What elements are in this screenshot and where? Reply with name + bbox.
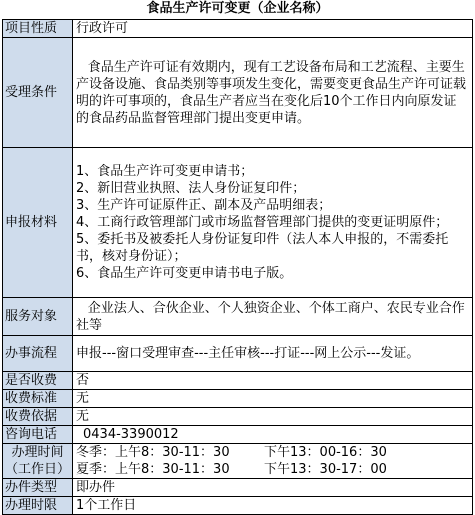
nature-value: 行政许可 [73,20,473,38]
standard-label: 收费标准 [3,390,73,408]
conditions-value [73,38,473,148]
winter-pm: 下午13：00-16：30 [264,445,387,460]
deadline-value: 1个工作日 [73,497,473,515]
table-row [3,20,473,38]
basis-value: 无 [73,408,473,426]
material-item: 4、工商行政管理部门或市场监督管理部门提供的变更证明原件； [76,215,449,230]
table-row [3,479,473,497]
standard-value: 无 [73,390,473,408]
table-row [3,298,473,336]
table-row [3,372,473,390]
hours-label-line1: 办理时间 [11,445,64,460]
phone-label: 咨询电话 [3,426,73,444]
service-info-table [2,19,473,515]
material-item: 3、生产许可证原件正、副本及产品明细表； [76,198,332,213]
process-label: 办事流程 [3,336,73,372]
summer-hours [76,461,469,478]
table-row [3,148,473,298]
type-value: 即办件 [73,479,473,497]
material-item: 1、食品生产许可变更申请书； [76,164,254,179]
material-item: 2、新旧营业执照、法人身份证复印件； [76,181,306,196]
charge-label: 是否收费 [3,372,73,390]
material-item: 5、委托书及被委托人身份证复印件（法人本人申报的，不需委托书，核对身份证）； [76,232,449,264]
page-title: 食品生产许可变更（企业名称） [146,1,329,16]
conditions-text: 食品生产许可证有效期内，现有工艺设备布局和工艺流程、主要生产设备设施、食品类别等事项发生变化，需要变更食品生产许可证载明的许可事项的，食品生产者应当在变化后10个工作日内向原发证的食品药品监督管理部门提出变更申请。 [76,59,467,126]
winter-am: 冬季：上午8：30-11：30 [76,445,230,460]
phone-number: 0434-3390012 [83,427,179,442]
winter-hours [76,444,469,461]
service-label: 服务对象 [3,298,73,336]
table-row [3,497,473,515]
hours-label [3,444,73,479]
table-row [3,390,473,408]
basis-label: 收费依据 [3,408,73,426]
table-row [3,38,473,148]
charge-value: 否 [73,372,473,390]
materials-value [73,148,473,298]
table-row [3,408,473,426]
table-row [3,444,473,479]
service-value [73,298,473,336]
table-row [3,336,473,372]
hours-value [73,444,473,479]
nature-label: 项目性质 [3,20,73,38]
materials-label: 申报材料 [3,148,73,298]
summer-pm: 下午13：30-17：00 [264,462,387,477]
phone-value [73,426,473,444]
deadline-label: 办理时限 [3,497,73,515]
process-value: 申报---窗口受理审查---主任审核---打证---网上公示---发证。 [73,336,473,372]
conditions-label: 受理条件 [3,38,73,148]
service-text: 企业法人、合伙企业、个人独资企业、个体工商户、农民专业合作社等 [76,300,465,333]
table-row [3,426,473,444]
hours-label-line2: （工作日） [5,462,71,477]
material-item: 6、食品生产许可变更申请书电子版。 [76,266,293,281]
type-label: 办件类型 [3,479,73,497]
summer-am: 夏季：上午8：30-11：30 [76,462,230,477]
